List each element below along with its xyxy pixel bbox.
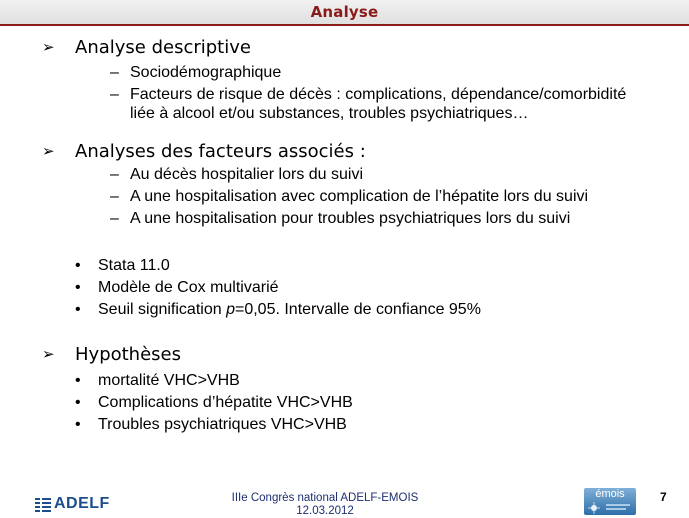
- adelf-logo: ADELF: [35, 497, 117, 513]
- emois-sparkle-icon: [584, 500, 636, 515]
- bullet-dot: •: [75, 301, 81, 318]
- emois-logo: émois: [584, 488, 636, 515]
- adelf-logo-icon: [35, 498, 51, 512]
- footer-conference: [200, 492, 450, 518]
- arrow-bullet-icon: ➢: [42, 345, 55, 363]
- bullet-dot: •: [75, 372, 81, 389]
- dash-marker: –: [110, 188, 119, 205]
- title-divider: [0, 24, 689, 26]
- bullet-dot: •: [75, 257, 81, 274]
- dash-marker: –: [110, 64, 119, 81]
- bullet-dot: •: [75, 416, 81, 433]
- arrow-bullet-icon: ➢: [42, 142, 55, 160]
- page-number: 7: [660, 490, 667, 504]
- bullet-dot: •: [75, 279, 81, 296]
- dash-marker: –: [110, 86, 119, 103]
- arrow-bullet-icon: ➢: [42, 38, 55, 56]
- slide-title: Analyse: [310, 3, 379, 21]
- conference-date: 12.03.2012: [296, 505, 354, 517]
- dash-marker: –: [110, 210, 119, 227]
- conference-name: IIIe Congrès national ADELF-EMOIS: [231, 492, 419, 504]
- title-bar: [0, 0, 689, 24]
- dash-marker: –: [110, 166, 119, 183]
- bullet-dot: •: [75, 394, 81, 411]
